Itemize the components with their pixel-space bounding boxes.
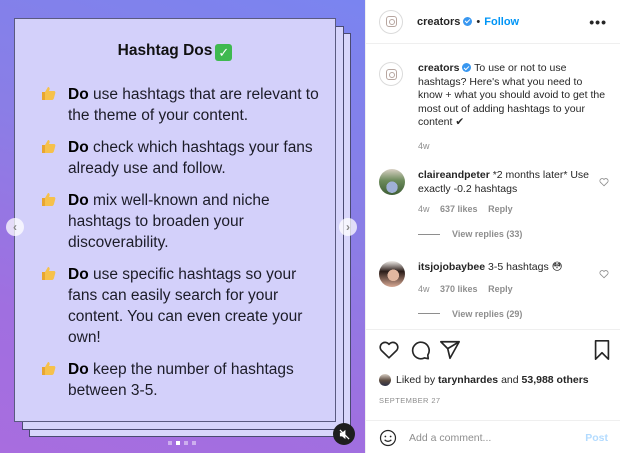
- view-replies-label: View replies (29): [452, 308, 523, 319]
- do-lead: Do: [68, 139, 89, 156]
- commenter-avatar[interactable]: [379, 169, 405, 195]
- instagram-logo-icon: [386, 16, 397, 27]
- post-actions: [366, 329, 620, 453]
- comment-likes-link[interactable]: 370 likes: [440, 283, 478, 294]
- more-options-icon[interactable]: •••: [589, 13, 607, 30]
- comment-body: [418, 261, 609, 275]
- hashtag-dos-list: [40, 84, 325, 401]
- do-lead: Do: [68, 86, 89, 103]
- comment-bubble-icon[interactable]: [409, 339, 431, 361]
- share-paper-plane-icon[interactable]: [439, 339, 461, 361]
- do-text: use hashtags that are relevant to the theme of your content.: [68, 86, 319, 124]
- likes-summary: [379, 374, 589, 386]
- slide-title-text: Hashtag Dos: [117, 42, 213, 59]
- thumbs-up-icon: [40, 359, 58, 377]
- commenter-avatar[interactable]: [379, 261, 405, 287]
- action-icons-bar: [378, 339, 613, 361]
- do-item: [40, 264, 325, 348]
- likes-count-link[interactable]: 53,988 others: [521, 374, 589, 386]
- comment-text: *2 months later* Use exactly -0.2 hashtags: [418, 169, 590, 195]
- add-comment-bar: [366, 420, 620, 453]
- chevron-right-icon: ›: [346, 220, 350, 234]
- do-lead: Do: [68, 266, 89, 283]
- comment: [379, 169, 609, 239]
- carousel-indicator: [168, 441, 196, 445]
- post-date[interactable]: SEPTEMBER 27: [379, 396, 441, 405]
- header-username: creators: [417, 15, 461, 28]
- verified-badge-icon: [463, 17, 472, 26]
- comment-like-heart-icon[interactable]: [599, 177, 609, 187]
- do-text: mix well-known and niche hashtags to broaden your discoverability.: [68, 192, 270, 251]
- carousel-next-button[interactable]: [339, 218, 357, 236]
- reply-button[interactable]: Reply: [488, 204, 513, 214]
- comments-scroll-area[interactable]: [366, 45, 620, 329]
- replies-divider-line: [418, 313, 440, 314]
- thumbs-up-icon: [40, 84, 58, 102]
- add-comment-input[interactable]: [409, 432, 569, 444]
- liked-by-and: and: [501, 374, 519, 386]
- carousel-dot: [184, 441, 188, 445]
- like-heart-icon[interactable]: [378, 339, 400, 361]
- caption-body: [418, 62, 609, 130]
- liker-avatar: [379, 374, 391, 386]
- comment-time[interactable]: 4w: [418, 283, 430, 294]
- view-replies-button[interactable]: [418, 309, 609, 319]
- post-comment-button[interactable]: Post: [585, 431, 608, 444]
- do-text: keep the number of hashtags between 3-5.: [68, 361, 294, 399]
- do-text: use specific hashtags so your fans can easily search for your content. You can even create your own!: [68, 266, 303, 346]
- mute-toggle-button[interactable]: [333, 423, 355, 445]
- caption-username-link[interactable]: [418, 62, 471, 74]
- comment-meta: [418, 204, 609, 214]
- post-details-panel: [365, 0, 620, 453]
- carousel-dot-active: [176, 441, 180, 445]
- comment-text: 3-5 hashtags 😳: [485, 261, 563, 273]
- chevron-left-icon: ‹: [13, 220, 17, 234]
- comment: [379, 261, 609, 319]
- separator-dot: •: [476, 15, 481, 28]
- comment-body: [418, 169, 609, 196]
- caption-time[interactable]: 4w: [418, 140, 430, 151]
- liker-username-link[interactable]: tarynhardes: [438, 374, 499, 386]
- reply-button[interactable]: Reply: [488, 283, 513, 294]
- carousel-dot: [168, 441, 172, 445]
- caption-username: creators: [418, 62, 460, 74]
- slide-title: [14, 42, 336, 61]
- post-header: [366, 0, 620, 44]
- caption-text: To use or not to use hashtags? Here's what you need to know + what you should avoid to get the most out of adding hashtags to your content ✔: [418, 62, 606, 128]
- comment-likes-link[interactable]: 637 likes: [440, 204, 478, 214]
- caption-avatar[interactable]: [379, 62, 403, 86]
- header-username-link[interactable]: [417, 16, 472, 28]
- comment-time[interactable]: 4w: [418, 204, 430, 214]
- follow-button[interactable]: Follow: [484, 15, 520, 28]
- thumbs-up-icon: [40, 137, 58, 155]
- caption-meta: [418, 141, 609, 151]
- carousel-dot: [192, 441, 196, 445]
- do-lead: Do: [68, 192, 89, 209]
- do-lead: Do: [68, 361, 89, 378]
- do-item: [40, 359, 325, 401]
- carousel-prev-button[interactable]: [6, 218, 24, 236]
- instagram-logo-icon: [386, 69, 397, 80]
- emoji-smiley-icon[interactable]: [379, 429, 397, 447]
- save-bookmark-icon[interactable]: [592, 339, 612, 361]
- comment-username-link[interactable]: itsjojobaybee: [418, 261, 486, 273]
- comment-meta: [418, 284, 609, 294]
- view-replies-button[interactable]: [418, 229, 609, 239]
- view-replies-label: View replies (33): [452, 229, 523, 239]
- do-text: check which hashtags your fans already use and follow.: [68, 139, 313, 177]
- replies-divider-line: [418, 234, 440, 235]
- thumbs-up-icon: [40, 264, 58, 282]
- liked-by-prefix: Liked by: [396, 374, 436, 386]
- thumbs-up-icon: [40, 190, 58, 208]
- comment-like-heart-icon[interactable]: [599, 269, 609, 279]
- do-item: [40, 84, 325, 126]
- do-item: [40, 190, 325, 253]
- account-avatar[interactable]: [379, 10, 403, 34]
- speaker-muted-icon: [339, 429, 350, 440]
- caption: [379, 62, 609, 151]
- check-mark-icon: ✓: [215, 44, 232, 61]
- do-item: [40, 137, 325, 179]
- comment-username-link[interactable]: claireandpeter: [418, 169, 490, 181]
